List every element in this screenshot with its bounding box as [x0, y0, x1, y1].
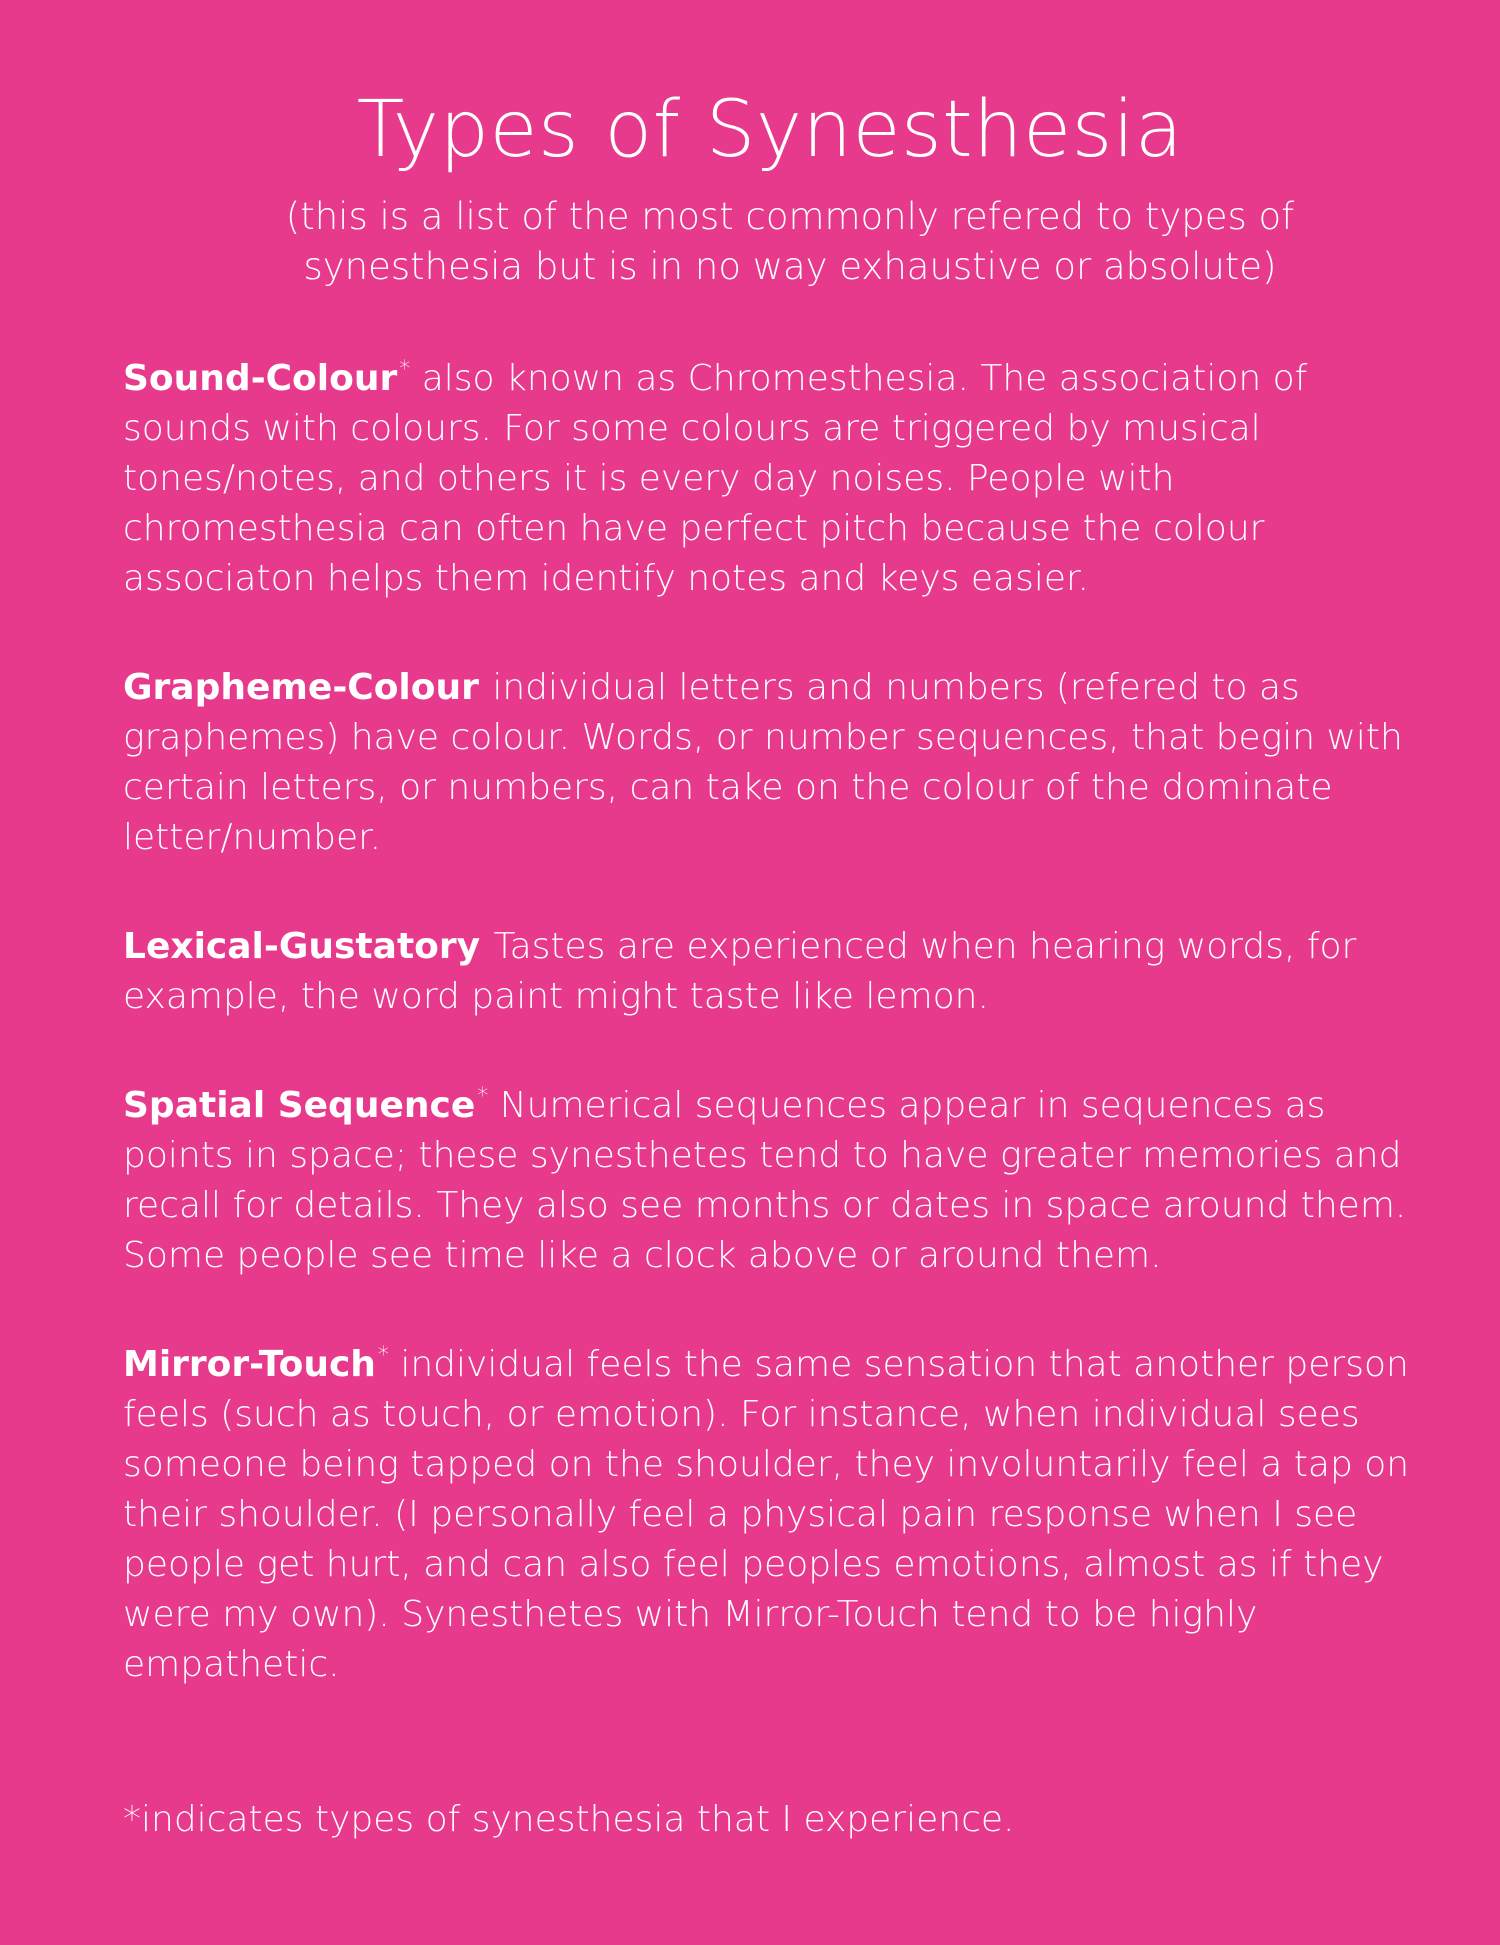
entry-lexical-gustatory [123, 913, 1423, 1022]
entry-term: Sound-Colour [123, 358, 398, 399]
entry-term: Mirror-Touch [123, 1344, 376, 1385]
synesthesia-type-list [123, 345, 1423, 1740]
page-title: Types of Synesthesia [356, 85, 1184, 175]
entry-term: Lexical-Gustatory [123, 926, 481, 967]
entry-spatial-sequence [123, 1072, 1423, 1281]
experienced-marker: * [477, 1084, 489, 1109]
entry-mirror-touch [123, 1331, 1423, 1690]
entry-description: individual letters and numbers (refered to as graphemes) have colour. Words, or number sequences, that begin with certain letters, or numbers, can take on the colour of the dominate letter/number. [123, 667, 1403, 858]
entry-description: Numerical sequences appear in sequences as points in space; these synesthetes tend to have greater memories and recall for details. They also see months or dates in space around them. Some people see time like a clock above or around them. [123, 1085, 1407, 1276]
page-subtitle: (this is a list of the most commonly refered to types of synesthesia but is in no way exhaustive or absolute) [285, 195, 1295, 288]
entry-description: individual feels the same sensation that another person feels (such as touch, or emotion). For instance, when individual sees someone being tapped on the shoulder, they involuntarily feel a tap on their shoulder. (I personally feel a physical pain response when I see people get hurt, and can also feel peoples emotions, almost as if they were my own). Synesthetes with Mirror-Touch tend to be highly empathetic. [123, 1344, 1410, 1685]
experienced-marker: * [399, 357, 411, 382]
entry-term: Spatial Sequence [123, 1085, 476, 1126]
entry-description: also known as Chromesthesia. The association of sounds with colours. For some colours are triggered by musical tones/notes, and others it is every day noises. People with chromesthesia can often have perfect pitch because the colour associaton helps them identify notes and keys easier. [123, 358, 1308, 599]
entry-sound-colour [123, 345, 1423, 604]
footnote: *indicates types of synesthesia that I experience. [123, 1799, 1015, 1840]
entry-description: Tastes are experienced when hearing words, for example, the word paint might taste like lemon. [123, 926, 1357, 1017]
entry-grapheme-colour [123, 654, 1423, 863]
entry-term: Grapheme-Colour [123, 667, 479, 708]
experienced-marker: * [377, 1343, 389, 1368]
